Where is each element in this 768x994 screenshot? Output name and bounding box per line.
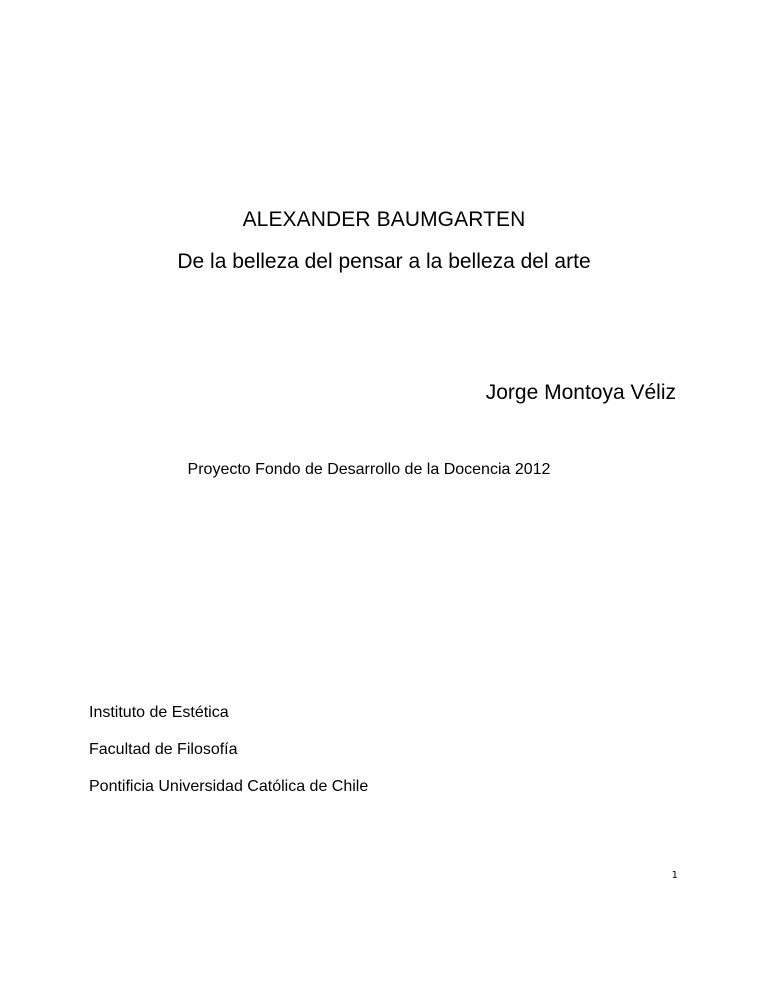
- affiliation-institute: Instituto de Estética: [89, 704, 229, 721]
- page-number: 1: [671, 870, 678, 881]
- document-subtitle: De la belleza del pensar a la belleza del arte: [177, 250, 591, 273]
- affiliation-faculty: Facultad de Filosofía: [89, 741, 238, 758]
- document-title: ALEXANDER BAUMGARTEN: [242, 208, 526, 231]
- author-name: Jorge Montoya Véliz: [485, 381, 676, 404]
- affiliation-university: Pontificia Universidad Católica de Chile: [89, 778, 369, 795]
- project-line: Proyecto Fondo de Desarrollo de la Docencia 2012: [187, 461, 551, 478]
